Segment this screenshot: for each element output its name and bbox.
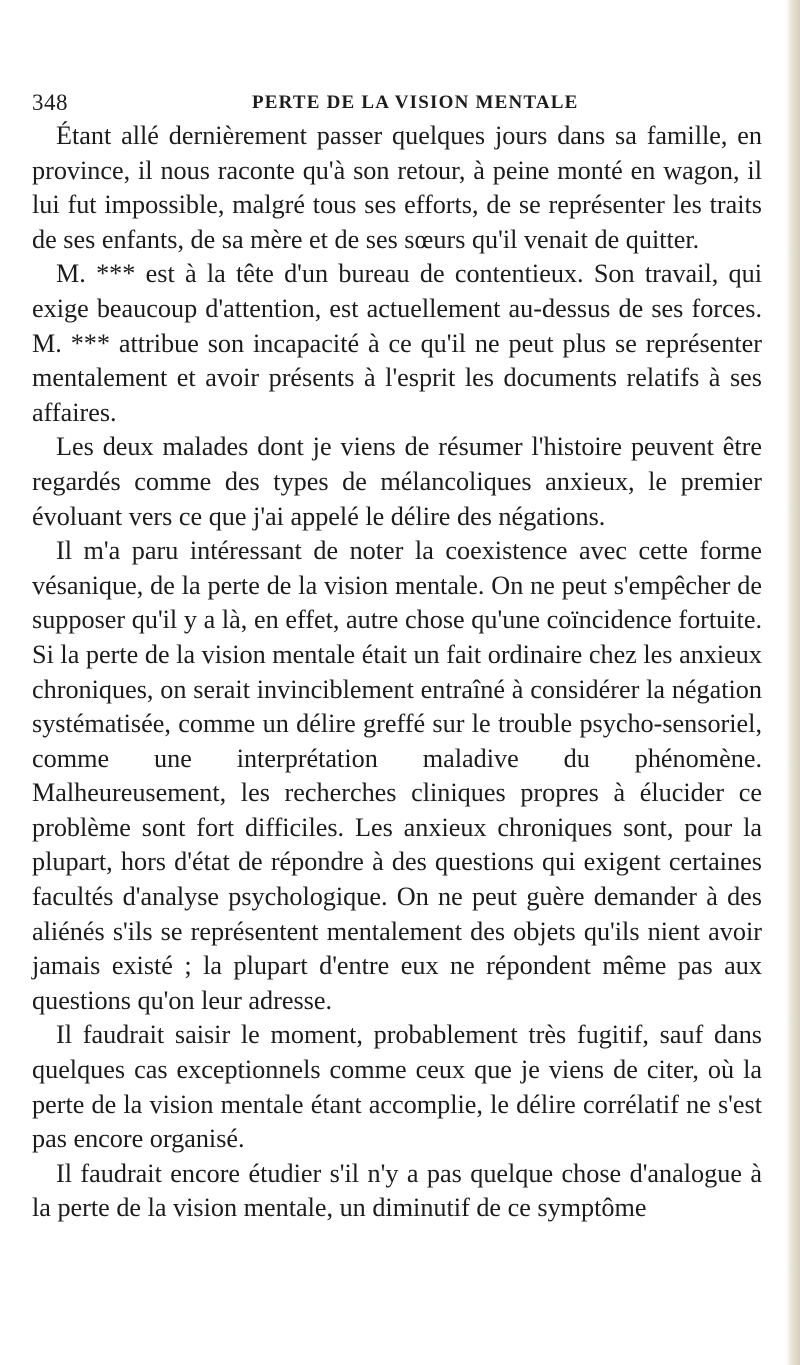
running-title: PERTE DE LA VISION MENTALE xyxy=(252,92,579,113)
page-header xyxy=(32,86,762,120)
paragraph-1: Étant allé dernièrement passer quelques jours dans sa famille, en province, il nous raconte qu'à son retour, à peine monté en wagon, il lui fut impossible, malgré tous ses efforts, de se représenter les traits de ses enfants, de sa mère et de ses sœurs qu'il venait de quitter. xyxy=(32,121,762,254)
paragraph-5: Il faudrait saisir le moment, probablement très fugitif, sauf dans quelques cas exceptionnels comme ceux que je viens de citer, où la perte de la vision mentale étant accomplie, le délire corrélatif ne s'est pas encore organisé. xyxy=(32,1020,762,1154)
body-text xyxy=(32,119,762,1226)
page-number: 348 xyxy=(32,90,68,115)
paragraph-3: Les deux malades dont je viens de résumer l'histoire peuvent être regardés comme des types de mélancoliques anxieux, le premier évoluant vers ce que j'ai appelé le délire des négations. xyxy=(32,432,762,531)
paragraph-6: Il faudrait encore étudier s'il n'y a pas quelque chose d'analogue à la perte de la vision mentale, un diminutif de ce symptôme xyxy=(32,1158,762,1223)
page-edge-shadow xyxy=(786,0,800,1365)
paragraph-2: M. *** est à la tête d'un bureau de contentieux. Son travail, qui exige beaucoup d'attention, est actuellement au-dessus de ses forces. M. *** attribue son incapacité à ce qu'il ne peut plus se représenter mentalement et avoir présents à l'esprit les documents relatifs à ses affaires. xyxy=(32,259,762,427)
paragraph-4: Il m'a paru intéressant de noter la coexistence avec cette forme vésanique, de la perte de la vision mentale. On ne peut s'empêcher de supposer qu'il y a là, en effet, autre chose qu'une coïncidence fortuite. Si la perte de la vision mentale était un fait ordinaire chez les anxieux chroniques, on serait invinciblement entraîné à considérer la négation systématisée, comme un délire greffé sur le trouble psycho-sensoriel, comme une interprétation maladive du phénomène. Malheureusement, les recherches cliniques propres à élucider ce problème sont fort difficiles. Les anxieux chroniques sont, pour la plupart, hors d'état de répondre à des questions qui exigent certaines facultés d'analyse psychologique. On ne peut guère demander à des aliénés s'ils se représentent mentalement des objets qu'ils nient avoir jamais existé ; la plupart d'entre eux ne répondent même pas aux questions qu'on leur adresse. xyxy=(32,536,762,1015)
